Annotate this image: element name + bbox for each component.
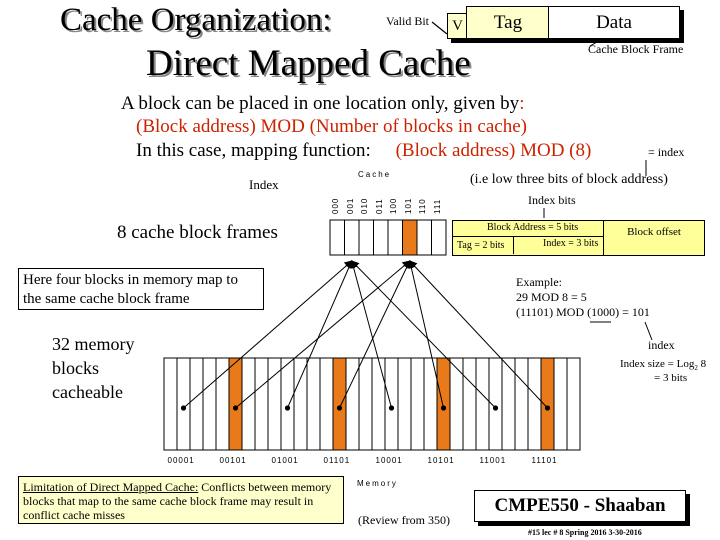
example-line-1: Example: bbox=[516, 275, 562, 289]
memory-block-dot bbox=[493, 405, 498, 410]
memory-block bbox=[164, 358, 177, 450]
index-word: index bbox=[648, 338, 675, 352]
memory-address-10101: 10101 bbox=[427, 456, 455, 465]
footer-text: #15 lec # 8 Spring 2016 3-30-2016 bbox=[528, 528, 642, 537]
cache-index-011: 011 bbox=[374, 198, 384, 214]
tag-index-divider bbox=[513, 236, 514, 254]
memory-blocks-label: 32 memory blocks cacheable bbox=[52, 334, 135, 402]
cache-index-001: 001 bbox=[345, 197, 355, 214]
equals-index-label: = index bbox=[648, 145, 685, 159]
review-label: (Review from 350) bbox=[358, 513, 450, 527]
memory-block-dot bbox=[441, 405, 446, 410]
cache-index-label: Index bbox=[249, 177, 279, 192]
cache-index-101: 101 bbox=[403, 197, 413, 214]
title-line-1: Cache Organization: bbox=[60, 2, 332, 38]
memory-address-11001: 11001 bbox=[479, 456, 507, 465]
memory-block-dot bbox=[337, 405, 342, 410]
cache-frame-000 bbox=[330, 220, 345, 255]
cache-frame-100 bbox=[388, 220, 403, 255]
cache-frame-001 bbox=[345, 220, 360, 255]
memory-block bbox=[398, 358, 411, 450]
cache-frame-111 bbox=[432, 220, 447, 255]
index-size-line-2: = 3 bits bbox=[654, 372, 688, 384]
course-box: CMPE550 - Shaaban bbox=[474, 490, 686, 522]
desc-line-4: (i.e low three bits of block address) bbox=[470, 172, 668, 187]
desc-line-3-formula: (Block address) MOD (8) bbox=[395, 140, 592, 161]
memory-block bbox=[255, 358, 268, 450]
address-format-box bbox=[452, 220, 604, 256]
memory-address-01101: 01101 bbox=[323, 456, 351, 465]
memory-block bbox=[463, 358, 476, 450]
cache-index-110: 110 bbox=[418, 198, 427, 214]
index-size-line-1 bbox=[620, 358, 706, 372]
cache-grid bbox=[330, 220, 446, 255]
cache-frame-010 bbox=[359, 220, 374, 255]
memory-block bbox=[515, 358, 528, 450]
cache-index-010: 010 bbox=[360, 197, 369, 214]
memory-address-11101: 11101 bbox=[531, 456, 558, 465]
desc-line-1 bbox=[121, 93, 524, 115]
memory-block bbox=[307, 358, 320, 450]
memory-block bbox=[411, 358, 424, 450]
cache-frame-101 bbox=[403, 220, 418, 255]
memory-block bbox=[281, 358, 294, 450]
memory-caption: Memory bbox=[357, 479, 398, 488]
memory-block bbox=[528, 358, 541, 450]
cache-block-frame-label: Cache Block Frame bbox=[588, 42, 684, 56]
memory-block bbox=[333, 358, 346, 450]
desc-line-1-colon: : bbox=[519, 93, 525, 114]
memory-block bbox=[554, 358, 567, 450]
block-offset-box: Block offset bbox=[603, 220, 705, 256]
memory-block bbox=[385, 358, 398, 450]
cache-frame-110 bbox=[417, 220, 432, 255]
memory-block-dot bbox=[285, 405, 290, 410]
memory-block bbox=[541, 358, 554, 450]
limitation-box bbox=[18, 476, 344, 524]
tag-box: Tag bbox=[466, 6, 550, 39]
index-bits-label: Index bits bbox=[528, 193, 576, 207]
example-line-2: 29 MOD 8 = 5 bbox=[516, 290, 587, 304]
memory-block bbox=[320, 358, 333, 450]
memory-address-01001: 01001 bbox=[271, 456, 299, 465]
four-blocks-note: Here four blocks in memory map to the same cache block frame bbox=[18, 268, 264, 310]
memory-block bbox=[437, 358, 450, 450]
limitation-body: Conflicts between memory blocks that map to the same cache block frame may result in conflict cache misses bbox=[23, 480, 332, 522]
index-size-sub: 2 bbox=[694, 364, 698, 373]
desc-line-1-text: A block can be placed in one location only, given by bbox=[121, 93, 520, 114]
memory-block bbox=[359, 358, 372, 450]
block-address-label: Block Address = 5 bits bbox=[487, 222, 579, 233]
memory-block bbox=[294, 358, 307, 450]
limitation-heading: Limitation of Direct Mapped Cache: bbox=[23, 480, 199, 494]
desc-line-2: (Block address) MOD (Number of blocks in cache) bbox=[136, 116, 527, 137]
title-line-2: Direct Mapped Cache bbox=[146, 43, 471, 84]
index-bits-field: Index = 3 bits bbox=[543, 238, 599, 249]
index-size-text: Index size = Log bbox=[620, 358, 695, 370]
memory-block bbox=[203, 358, 216, 450]
example-line-3: (11101) MOD (1000) = 101 bbox=[516, 305, 650, 319]
memory-block-dot bbox=[389, 405, 394, 410]
memory-block bbox=[476, 358, 489, 450]
data-box: Data bbox=[548, 6, 680, 39]
memory-block bbox=[450, 358, 463, 450]
index-size-end: 8 bbox=[697, 358, 707, 370]
memory-block-dot bbox=[545, 405, 550, 410]
memory-block bbox=[242, 358, 255, 450]
cache-frames-label: 8 cache block frames bbox=[117, 222, 278, 243]
memory-address-10001: 10001 bbox=[375, 456, 403, 465]
cache-index-000: 000 bbox=[331, 197, 340, 214]
address-format-divider bbox=[453, 236, 603, 237]
memory-block-dot bbox=[181, 405, 186, 410]
memory-address-00001: 00001 bbox=[167, 456, 195, 465]
desc-line-3-text: In this case, mapping function: bbox=[136, 140, 371, 161]
cache-index-100: 100 bbox=[389, 197, 398, 214]
tag-bits-label: Tag = 2 bits bbox=[457, 240, 505, 251]
memory-block bbox=[372, 358, 385, 450]
valid-bit-pointer bbox=[432, 22, 447, 34]
valid-bit-label: Valid Bit bbox=[386, 14, 430, 28]
memory-grid bbox=[164, 358, 580, 450]
memory-block bbox=[216, 358, 229, 450]
cache-index-111: 111 bbox=[432, 198, 442, 214]
memory-block-dot bbox=[233, 405, 238, 410]
cache-frame-011 bbox=[374, 220, 389, 255]
valid-bit-box: V bbox=[447, 13, 468, 39]
cache-title: Cache bbox=[358, 170, 392, 179]
desc-line-3 bbox=[136, 140, 591, 162]
memory-address-00101: 00101 bbox=[219, 456, 247, 465]
memory-block bbox=[567, 358, 580, 450]
memory-block bbox=[190, 358, 203, 450]
